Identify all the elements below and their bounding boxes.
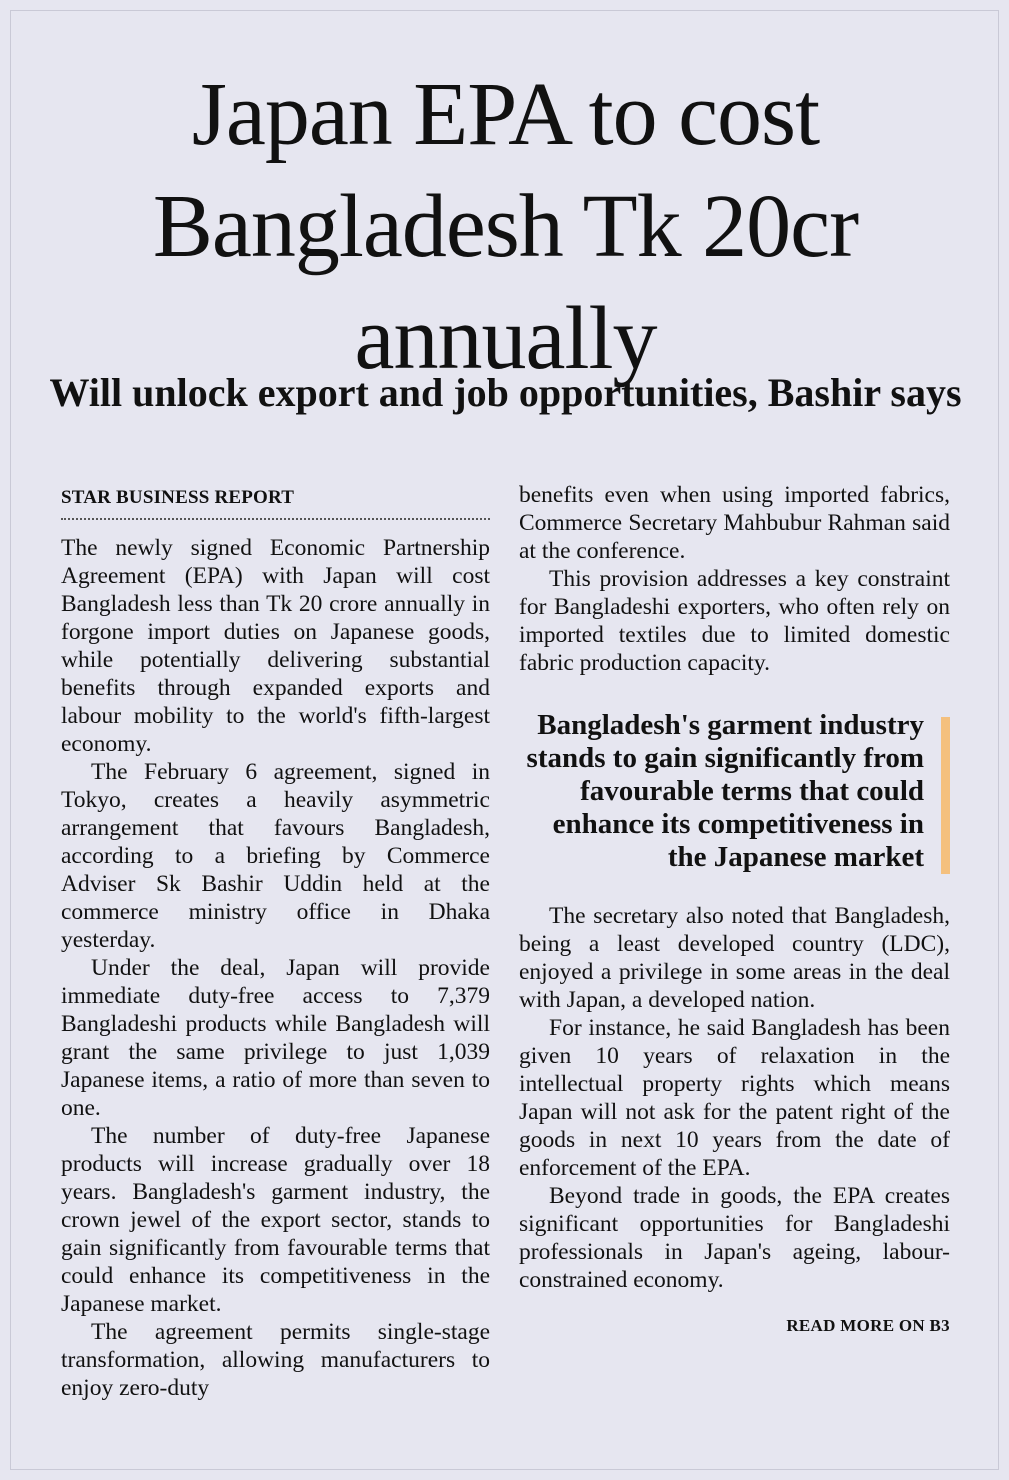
article-paragraph: The secretary also noted that Bangladesh, being a least developed country (LDC), enjoyed a privilege in some areas in the deal with Japan, a developed nation.: [519, 903, 950, 1013]
article-paragraph: The agreement permits single-stage transformation, allowing manufacturers to enjoy zero-duty: [61, 1319, 490, 1401]
headline: Japan EPA to cost Bangladesh Tk 20cr annually: [152, 65, 859, 388]
article-paragraph: For instance, he said Bangladesh has been given 10 years of relaxation in the intellectual property rights which means Japan will not ask for the patent right of the goods in next 10 years from the date of enforcement of the EPA.: [519, 1015, 950, 1181]
pull-quote-text: Bangladesh's garment industry stands to gain significantly from favourable terms that could enhance its competitiveness in the Japanese market: [526, 709, 924, 873]
byline: STAR BUSINESS REPORT: [61, 484, 490, 520]
article-paragraph: The newly signed Economic Partnership Agreement (EPA) with Japan will cost Bangladesh less than Tk 20 crore annually in forgone import duties on Japanese goods, while potentially delivering substantial benefits through expanded exports and labour mobility to the world's fifth-largest economy.: [61, 535, 490, 757]
pull-quote: [519, 709, 950, 874]
article-paragraph: The February 6 agreement, signed in Tokyo, creates a heavily asymmetric arrangement that favours Bangladesh, according to a briefing by Commerce Adviser Sk Bashir Uddin held at the commerce ministry office in Dhaka yesterday.: [61, 759, 490, 953]
article-paragraph: Beyond trade in goods, the EPA creates significant opportunities for Bangladeshi professionals in Japan's ageing, labour-constrained economy.: [519, 1183, 950, 1293]
left-column: [61, 481, 490, 1402]
article-paragraph-continued: benefits even when using imported fabrics, Commerce Secretary Mahbubur Rahman said at the conference.: [519, 482, 950, 564]
right-column: [519, 481, 950, 1338]
read-more-link[interactable]: READ MORE ON B3: [786, 1316, 950, 1335]
article-paragraph: This provision addresses a key constraint for Bangladeshi exporters, who often rely on imported textiles due to limited domestic fabric production capacity.: [519, 566, 950, 676]
article-paragraph: Under the deal, Japan will provide immediate duty-free access to 7,379 Bangladeshi products while Bangladesh will grant the same privilege to just 1,039 Japanese items, a ratio of more than seven to one.: [61, 955, 490, 1121]
pull-quote-accent-bar: [941, 717, 950, 874]
newspaper-page: [10, 10, 999, 1470]
article-paragraph: The number of duty-free Japanese products will increase gradually over 18 years. Bangladesh's garment industry, the crown jewel of the export sector, stands to gain significantly from favourable terms that could enhance its competitiveness in the Japanese market.: [61, 1123, 490, 1317]
subheadline: Will unlock export and job opportunities, Bashir says: [49, 370, 962, 415]
